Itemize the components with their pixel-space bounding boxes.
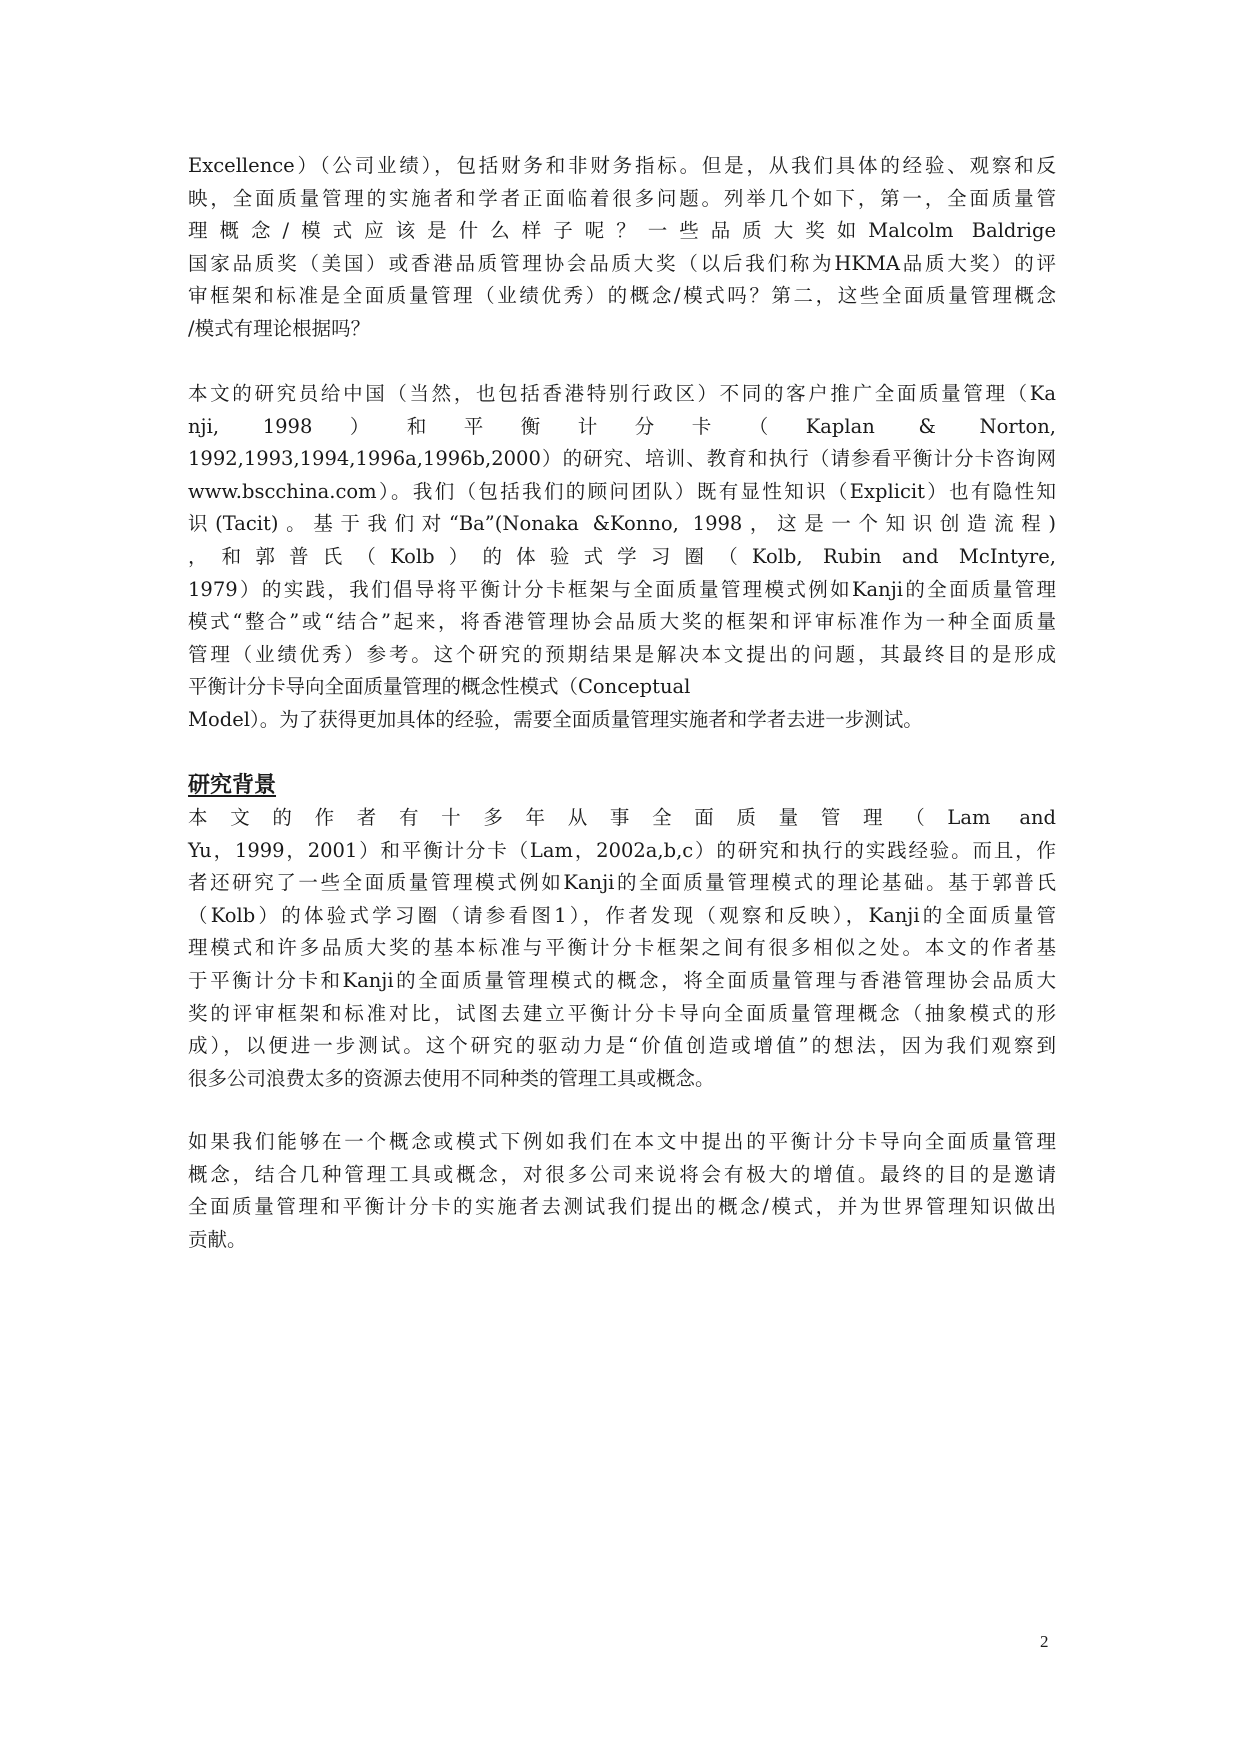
paragraph-line: 审框架和标准是全面质量管理（业绩优秀）的概念/模式吗？第二，这些全面质量管理概念	[188, 284, 1056, 308]
paragraph-line: www.bscchina.com）。我们（包括我们的顾问团队）既有显性知识（Explicit）也有隐性知	[188, 479, 1056, 503]
paragraph-line: Excellence）（公司业绩），包括财务和非财务指标。但是，从我们具体的经验、观察和反	[188, 154, 1056, 177]
paragraph-line: 成），以便进一步测试。这个研究的驱动力是“价值创造或增值”的想法，因为我们观察到	[188, 1034, 1056, 1058]
paragraph-line: 概念，结合几种管理工具或概念，对很多公司来说将会有极大的增值。最终的目的是邀请	[188, 1162, 1056, 1186]
paragraph-line: 本文的研究员给中国（当然，也包括香港特别行政区）不同的客户推广全面质量管理（Ka	[188, 382, 1056, 405]
paragraph-line: Yu，1999，2001）和平衡计分卡（Lam，2002a,b,c）的研究和执行的实践经验。而且，作	[188, 838, 1056, 862]
paragraph-line: 管理（业绩优秀）参考。这个研究的预期结果是解决本文提出的问题，其最终目的是形成	[188, 642, 1056, 666]
paragraph-line: 于平衡计分卡和Kanji的全面质量管理模式的概念，将全面质量管理与香港管理协会品质大	[188, 968, 1056, 992]
paragraph-line: 国家品质奖（美国）或香港品质管理协会品质大奖（以后我们称为HKMA品质大奖）的评	[188, 251, 1056, 275]
paragraph-line: 很多公司浪费太多的资源去使用不同种类的管理工具或概念。	[188, 1066, 715, 1090]
paragraph-line: 理概念/模式应该是什么样子呢？一些品质大奖如Malcolm Baldrige	[188, 219, 1056, 243]
paragraph-line: 模式“整合”或“结合”起来，将香港管理协会品质大奖的框架和评审标准作为一种全面质量	[188, 610, 1056, 634]
paragraph-line: 理模式和许多品质大奖的基本标准与平衡计分卡框架之间有很多相似之处。本文的作者基	[188, 936, 1056, 960]
paragraph-line: 1992,1993,1994,1996a,1996b,2000）的研究、培训、教育和执行（请参看平衡计分卡咨询网	[188, 447, 1056, 471]
paragraph-line: ，和郭普氏（Kolb）的体验式学习圈（Kolb, Rubin and McIntyre,	[188, 544, 1056, 568]
paragraph-line: 者还研究了一些全面质量管理模式例如Kanji的全面质量管理模式的理论基础。基于郭普氏	[188, 871, 1056, 895]
paragraph-line: Model）。为了获得更加具体的经验，需要全面质量管理实施者和学者去进一步测试。	[188, 707, 923, 731]
paragraph-line: 奖的评审框架和标准对比，试图去建立平衡计分卡导向全面质量管理概念（抽象模式的形	[188, 1001, 1056, 1025]
section-heading: 研究背景	[188, 772, 277, 798]
paragraph-4	[188, 1126, 1056, 1256]
paragraph-line: nji, 1998）和平衡计分卡（Kaplan & Norton,	[188, 414, 1056, 438]
paragraph-line: 平衡计分卡导向全面质量管理的概念性模式（Conceptual	[188, 675, 691, 699]
paragraph-line: （Kolb）的体验式学习圈（请参看图1），作者发现（观察和反映），Kanji的全面质量管	[188, 903, 1056, 927]
paragraph-2	[188, 378, 1056, 737]
paragraph-line: /模式有理论根据吗？	[188, 316, 371, 340]
paragraph-line: 如果我们能够在一个概念或模式下例如我们在本文中提出的平衡计分卡导向全面质量管理	[188, 1130, 1056, 1153]
paragraph-line: 本文的作者有十多年从事全面质量管理（Lam and	[188, 806, 1056, 829]
paragraph-line: 贡献。	[188, 1227, 247, 1251]
paragraph-line: 识(Tacit)。基于我们对“Ba”(Nonaka &Konno, 1998，这是一个知识创造流程)	[188, 512, 1056, 536]
paragraph-line: 映，全面质量管理的实施者和学者正面临着很多问题。列举几个如下，第一，全面质量管	[188, 186, 1056, 210]
paragraph-3	[188, 802, 1056, 1095]
page-number: 2	[1040, 1632, 1049, 1651]
paragraph-line: 全面质量管理和平衡计分卡的实施者去测试我们提出的概念/模式，并为世界管理知识做出	[188, 1195, 1056, 1219]
paragraph-line: 1979）的实践，我们倡导将平衡计分卡框架与全面质量管理模式例如Kanji的全面质量管理	[188, 577, 1056, 601]
paragraph-1	[188, 150, 1056, 346]
